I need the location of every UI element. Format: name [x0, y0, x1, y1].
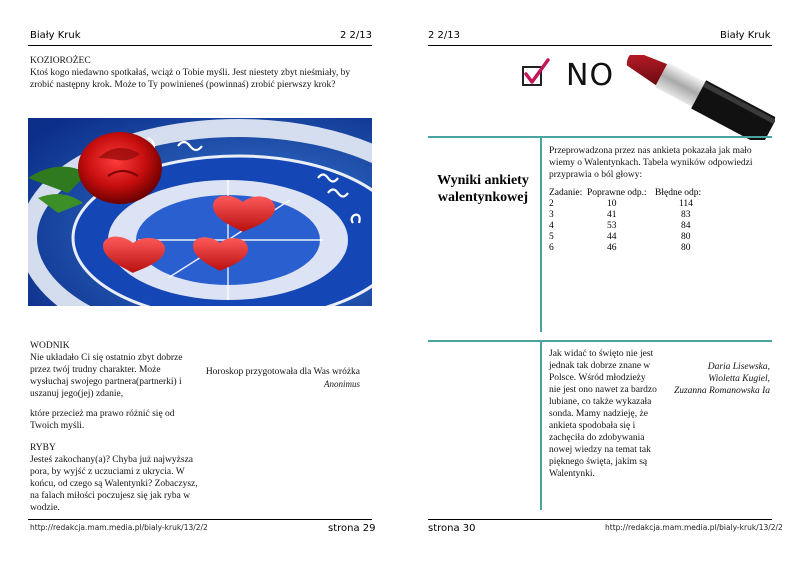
table-cell: 114 [679, 199, 693, 209]
footer-rule [28, 519, 372, 520]
footer-url-link[interactable]: http://redakcja.mam.media.pl/bialy-kruk/13/2/2 [605, 523, 783, 532]
aquarius-text-2: które przecież ma prawo różnić się od Twoich myśli. [30, 409, 175, 431]
survey-intro: Przeprowadzona przez nas ankieta pokazała jak mało wiemy o Walentynkach. Tabela wyników odpowiedzi przyprawia o ból głowy: [549, 146, 753, 180]
table-row [549, 199, 719, 210]
table-row [549, 221, 719, 232]
header-title: Biały Kruk [30, 30, 81, 41]
table-cell: 2 [549, 199, 554, 209]
table-header-row [549, 188, 719, 199]
table-cell: 10 [607, 199, 617, 209]
table-cell: 44 [607, 232, 617, 242]
teal-vertical-divider-1 [540, 136, 542, 332]
table-row [549, 243, 719, 254]
right-page [400, 0, 800, 566]
header-title: Biały Kruk [720, 30, 771, 41]
results-table [549, 188, 719, 254]
survey-conclusion: Jak widać to święto nie jest jednak tak dobrze znane w Polsce. Wśród młodzieży nie jest ono nawet za bardzo lubiane, co także wykazała sonda. Mamy nadzieję, że ankieta spodobała się i zachęciła do zdobywania nowej wiedzy na temat tak pięknego święta, jakim są Walentynki. [549, 349, 657, 479]
table-cell: 46 [607, 243, 617, 253]
footer-rule [428, 519, 772, 520]
issue-number: 2 2/13 [340, 30, 372, 41]
table-header: Poprawne odp.: [587, 188, 647, 198]
table-cell: 80 [681, 232, 691, 242]
page-number: strona 30 [428, 523, 476, 534]
author-name: Daria Lisewska, [707, 362, 770, 372]
table-row [549, 210, 719, 221]
horoscope-credit: Horoskop przygotowała dla Was wróżka [205, 367, 360, 377]
table-cell: 3 [549, 210, 554, 220]
author-name: Wioletta Kugiel, [708, 374, 770, 384]
footer-url-link[interactable]: http://redakcja.mam.media.pl/bialy-kruk/13/2/2 [30, 523, 208, 532]
header-rule [428, 45, 772, 46]
pisces-text: Jesteś zakochany(a)? Chyba już najwyższa pora, by wyjść z uczuciami z ukrycia. W końcu, od czego są Walentynki? Zobaczysz, na falach miłości poczujesz się jak ryba w wodzie. [30, 455, 198, 513]
table-cell: 80 [681, 243, 691, 253]
authors [662, 361, 770, 397]
aquarius-heading: WODNIK [30, 341, 70, 351]
aquarius-text-1: Nie układało Ci się ostatnio zbyt dobrze przez twój trudny charakter. Może wysłuchaj swojego partnera(partnerki) i uszanuj jego(jej) zdanie, [30, 353, 183, 399]
teal-vertical-divider-2 [540, 340, 542, 510]
table-header: Błędne odp: [655, 188, 702, 198]
credit-author: Anonimus [324, 379, 360, 389]
table-cell: 4 [549, 221, 554, 231]
survey-title: Wyniki ankiety walentynkowej [437, 173, 529, 205]
zodiac-illustration [28, 118, 372, 306]
author-name: Zuzanna Romanowska Ia [673, 386, 770, 396]
table-cell: 84 [681, 221, 691, 231]
header-rule [28, 45, 372, 46]
table-cell: 41 [607, 210, 617, 220]
zodiac-hearts-rose-image [28, 118, 372, 306]
checkbox-check-icon [520, 58, 550, 88]
pisces-heading: RYBY [30, 443, 56, 453]
page-number: strona 29 [328, 523, 376, 534]
table-row [549, 232, 719, 243]
table-header: Zadanie: [549, 188, 583, 198]
no-title: NO [566, 58, 615, 93]
teal-divider-top [428, 136, 772, 138]
table-cell: 6 [549, 243, 554, 253]
teal-divider-bottom [428, 340, 772, 342]
table-cell: 53 [607, 221, 617, 231]
capricorn-heading: KOZIOROŻEC [30, 56, 91, 66]
capricorn-text: Ktoś kogo niedawno spotkałaś, wciąż o Tobie myśli. Jest niestety zbyt nieśmiały, by zrobić następny krok. Może to Ty powinieneś (powinnaś) zrobić pierwszy krok? [30, 68, 351, 90]
lipstick-image [615, 55, 775, 140]
issue-number: 2 2/13 [428, 30, 460, 41]
table-cell: 5 [549, 232, 554, 242]
table-cell: 83 [681, 210, 691, 220]
